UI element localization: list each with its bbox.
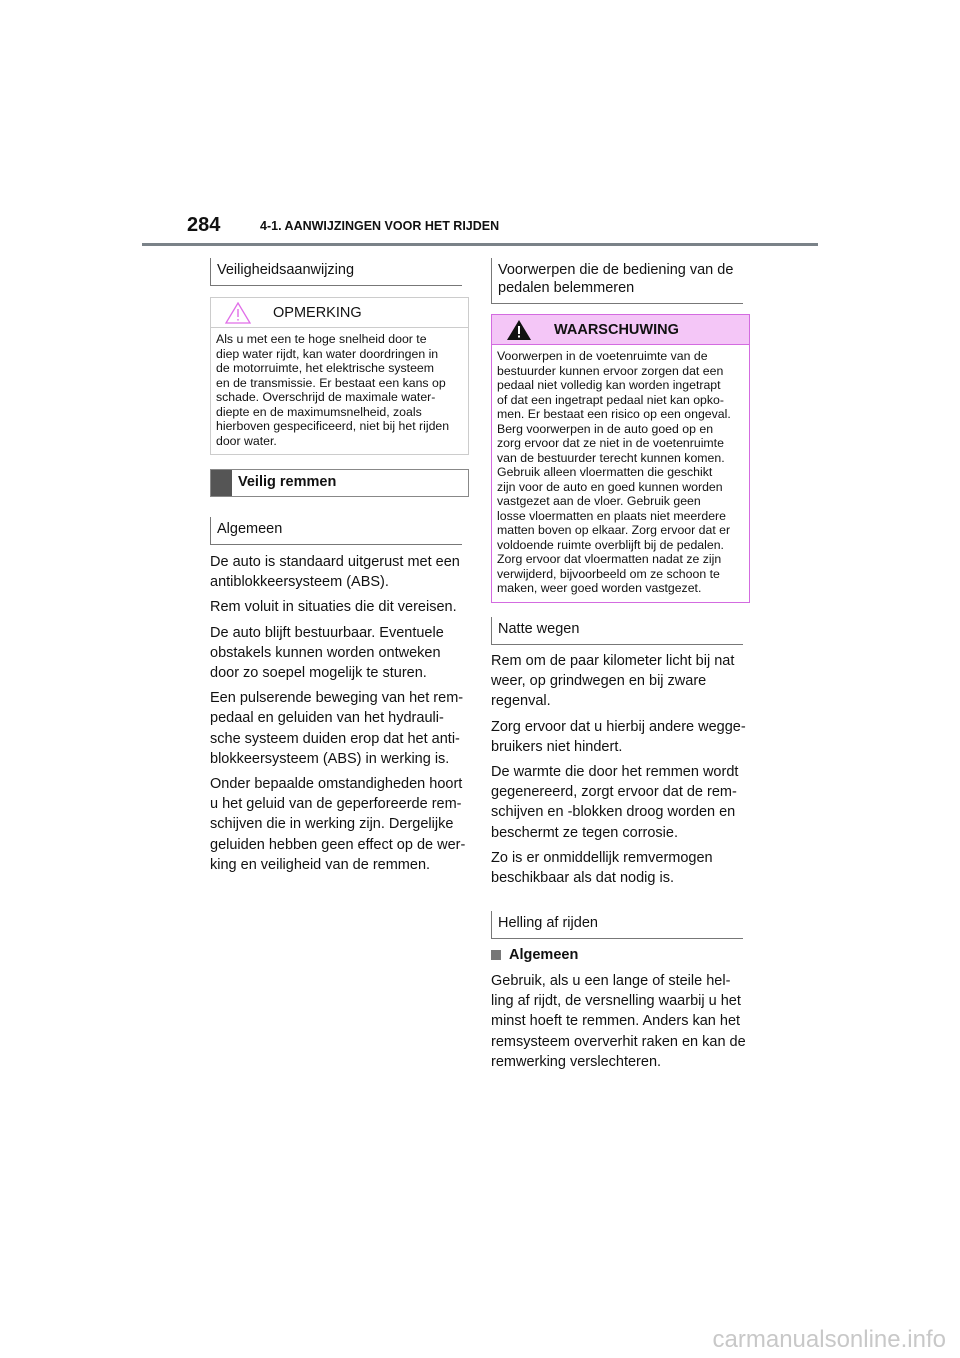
paragraph: Onder bepaalde omstandigheden hoort u het geluid van de geperforeerde rem- schijven die in werking zijn. Dergelijke geluiden hebben geen effect op de wer- king en veiligheid van de remmen. [210, 776, 466, 873]
text-line: pedaal niet volledig kan worden ingetrapt [497, 378, 721, 392]
section-marker [211, 470, 232, 496]
text-line: matten boven op elkaar. Zorg ervoor dat er [497, 523, 731, 537]
subheading-safety: Veiligheidsaanwijzing [210, 258, 462, 286]
text-line: en de transmissie. Er bestaat een kans op [216, 375, 446, 390]
section-title: Veilig remmen [238, 474, 337, 490]
subheading-pedal-obstruction: Voorwerpen die de bediening van de pedalen belemmeren [491, 258, 743, 304]
paragraph: De auto blijft bestuurbaar. Eventuele obstakels kunnen worden ontweken door zo soepel mogelijk te sturen. [210, 624, 444, 682]
notice-title: OPMERKING [273, 304, 362, 321]
text-line: zijn voor de auto en goed kunnen worden [497, 479, 723, 494]
paragraph: Rem om de paar kilometer licht bij nat weer, op grindwegen en bij zware regenval. [491, 653, 735, 710]
notice-box [210, 297, 469, 455]
header-rule [142, 243, 818, 246]
warning-text [492, 345, 749, 602]
text-line: losse vloermatten en plaats niet meerdere [497, 508, 726, 523]
text-line: voldoende ruimte overblijft bij de pedalen. [497, 537, 724, 552]
notice-header [211, 298, 468, 328]
text-line: men. Er bestaat een risico op een ongeval. [497, 407, 731, 421]
page-number: 284 [187, 214, 221, 236]
text-line: Gebruik alleen vloermatten die geschikt [497, 465, 713, 479]
warning-triangle-icon [506, 319, 532, 341]
warning-header [492, 315, 749, 345]
subheading-wet-roads: Natte wegen [491, 617, 743, 645]
right-body-text [491, 651, 753, 893]
subheading-downhill: Helling af rijden [491, 911, 743, 939]
paragraph: Rem voluit in situaties die dit vereisen. [210, 599, 457, 616]
warning-title: WAARSCHUWING [554, 321, 679, 338]
text-line: diep water rijdt, kan water doordringen in [216, 346, 439, 361]
left-body-text [210, 552, 472, 880]
text-line: Als u met een te hoge snelheid door te [216, 332, 427, 346]
watermark: carmanualsonline.info [712, 1326, 946, 1353]
bullet-heading-general [491, 947, 578, 963]
text-line: Zorg ervoor dat vloermatten nadat ze zijn [497, 552, 722, 566]
paragraph: Gebruik, als u een lange of steile hel- ling af rijdt, de versnelling waarbij u het minst hoeft te remmen. Anders kan het remsysteem oververhit raken en kan de remwerking verslechteren. [491, 973, 746, 1070]
bullet-label: Algemeen [509, 947, 579, 963]
warning-box [491, 314, 750, 603]
text-line: de motorruimte, het elektrische systeem [216, 361, 435, 375]
text-line: vastgezet aan de vloer. Gebruik geen [497, 494, 701, 508]
text-line: van de bestuurder terecht kunnen komen. [497, 450, 725, 465]
paragraph: Zo is er onmiddellijk remvermogen beschikbaar als dat nodig is. [491, 849, 713, 887]
text-line: of dat een ingetrapt pedaal niet kan opko- [497, 392, 724, 407]
notice-text [211, 328, 468, 454]
text-line: door water. [216, 433, 277, 448]
chapter-title: 4-1. AANWIJZINGEN VOOR HET RIJDEN [260, 219, 500, 233]
text-line: maken, weer goed worden vastgezet. [497, 581, 702, 595]
text-line: zorg ervoor dat ze niet in de voetenruimte [497, 436, 724, 450]
text-line: Voorwerpen in de voetenruimte van de [497, 349, 708, 363]
text-line: schade. Overschrijd de maximale water- [216, 390, 436, 404]
caution-triangle-icon [225, 302, 251, 324]
text-line: Berg voorwerpen in de auto goed op en [497, 421, 714, 436]
paragraph: De warmte die door het remmen wordt gegenereerd, zorgt ervoor dat de rem- schijven en -blokken droog worden en beschermt ze tegen corrosie. [491, 764, 739, 841]
text-line: verwijderd, bijvoorbeeld om ze schoon te [497, 566, 720, 581]
square-bullet-icon [491, 950, 501, 960]
paragraph: Zorg ervoor dat u hierbij andere wegge- bruikers niet hindert. [491, 718, 746, 755]
text-line: hierboven gespecificeerd, niet bij het rijden [216, 419, 450, 433]
paragraph: Een pulserende beweging van het rem- pedaal en geluiden van het hydrauli- sche systeem duiden erop dat het anti- blokkeersysteem (ABS) in werking is. [210, 690, 464, 767]
section-header-safe-braking [210, 469, 469, 497]
text-line: diepte en de maximumsnelheid, zoals [216, 404, 422, 419]
downhill-body-text [491, 971, 753, 1077]
subheading-general: Algemeen [210, 517, 462, 545]
text-line: bestuurder kunnen ervoor zorgen dat een [497, 363, 724, 378]
paragraph: De auto is standaard uitgerust met een antiblokkeersysteem (ABS). [210, 554, 460, 591]
